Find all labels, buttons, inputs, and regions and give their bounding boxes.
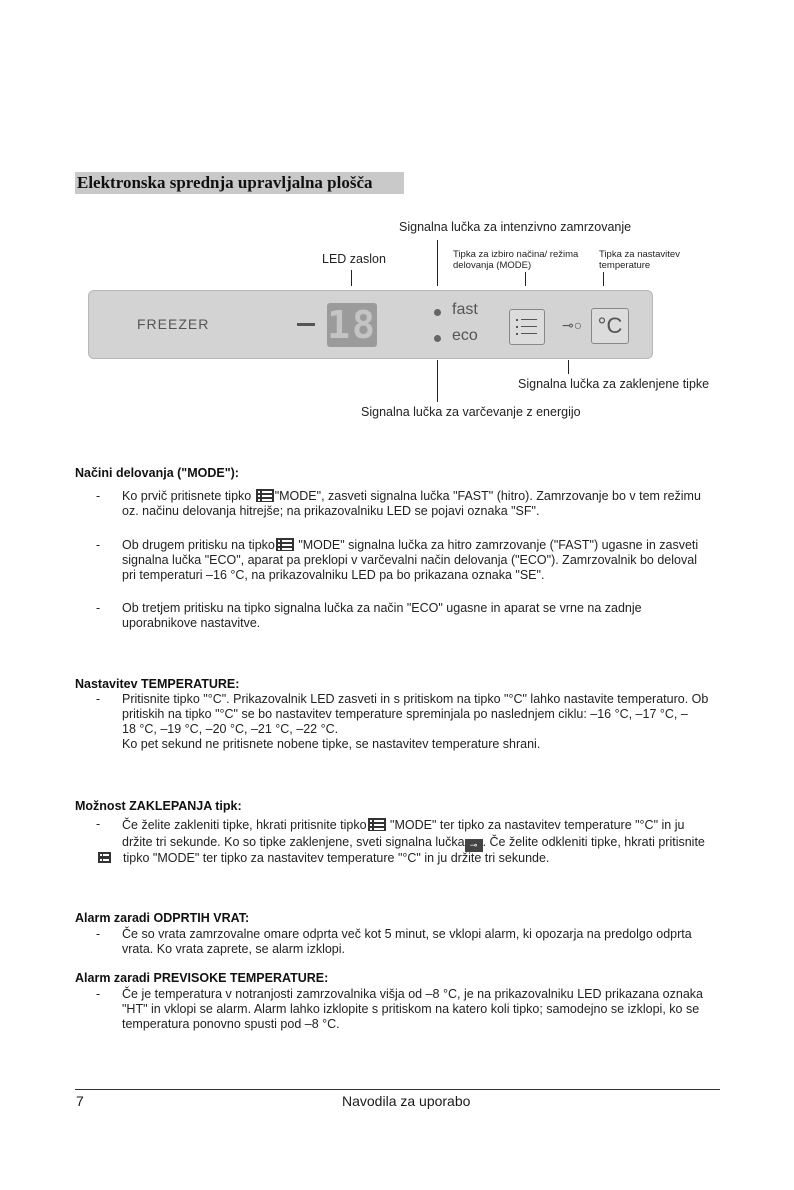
eco-label: eco xyxy=(452,327,478,344)
fast-label: fast xyxy=(452,301,478,318)
freezer-label: FREEZER xyxy=(137,316,210,332)
key-lock-icon: ⊸○ xyxy=(562,317,583,333)
section-heading: Elektronska sprednja upravljalna plošča xyxy=(75,172,404,194)
eco-indicator-dot xyxy=(434,335,441,342)
freezer-control-panel xyxy=(88,290,653,359)
led-display xyxy=(327,303,377,347)
leader-line xyxy=(351,270,352,286)
leader-line xyxy=(603,272,604,286)
mode-icon xyxy=(276,538,294,551)
callout-eco-light: Signalna lučka za varčevanje z energijo xyxy=(361,405,581,419)
leader-line xyxy=(437,240,438,286)
callout-fast-light: Signalna lučka za intenzivno zamrzovanje xyxy=(399,220,632,234)
leader-line xyxy=(437,360,438,402)
temperature-button[interactable]: °C xyxy=(591,308,629,344)
footer-title: Navodila za uporabo xyxy=(342,1093,471,1109)
manual-page: Elektronska sprednja upravljalna plošča Signalna lučka za intenzivno zamrzovanje LED zaslon Tipka za izbiro načina/ režima delovanja (MODE) Tipka za nastavitev temperature FREEZER 18 fast eco ⊸○ °C Signalna lučka za zaklenjene tipke Signalna lučka za varčevanje z energijo Načini delovanja ("MODE"): - Ko prvič pritisnete tipko "MODE", zasveti signalna lučka "FAST" (hitro). Zamrzovanje bo v tem režimu oz. načinu delovanja hitrejše; na prikazovalniku LED se pojavi oznaka "SF". - Ob drugem pritisku na tipko "MODE" signalna lučka za hitro zamrzovanje ("FAST") ugasne in zasveti signalna lučka "ECO", aparat pa preklopi v varčevalni način delovanja ("ECO"). Zamrzovalnik bo deloval pri temperaturi –16 °C, na prikazovalniku LED pa bo prikazana oznaka "SE". - Ob tretjem pritisku na tipko signalna lučka za način "ECO" ugasne in aparat se vrne na zadnje uporabnikove nastavitve. Nastavitev TEMPERATURE: - Pritisnite tipko "°C". Prikazovalnik LED zasveti in s pritiskom na tipko "°C" lahko nastavite temperaturo. Ob pritiskih na tipko "°C" se bo nastavitev temperature spreminjala po naslednjem ciklu: –16 °C, –17 °C, – 18 °C, –19 °C, –20 °C, –21 °C, –22 °C. Ko pet sekund ne pritisnete nobene tipke, se nastavitev temperature shrani. Možnost ZAKLEPANJA tipk: - Če želite zakleniti tipke, hkrati pritisnite tipko "MODE" ter tipko za nastavitev temperature "°C" in ju držite tri sekunde. Ko so tipke zaklenjene, sveti signalna lučka ⊸ . Če želite odkleniti tipke, hkrati pritisnite tipko "MODE" ter tipko za nastavitev temperature "°C" in ju držite tri sekunde. Alarm zaradi ODPRTIH VRAT: - Če so vrata zamrzovalne omare odprta več kot 5 minut, se vklopi alarm, ki opozarja na predolgo odprta vrata. Ko vrata zaprete, se alarm izklopi. Alarm zaradi PREVISOKE TEMPERATURE: - Če je temperatura v notranjosti zamrzovalnika višja od –8 °C, je na prikazovalniku LED prikazana oznaka "HT" in vklopi se alarm. Alarm lahko izklopite s pritiskom na katero koli tipko; samodejno se izklopi, ko se temperatura ponovno spusti pod –8 °C. 7 Navodila za uporabo xyxy=(0,0,794,1190)
leader-line xyxy=(568,360,569,374)
mode-icon xyxy=(368,818,386,831)
list-icon xyxy=(516,319,518,321)
footer-divider xyxy=(75,1089,720,1090)
callout-temp-button: Tipka za nastavitev temperature xyxy=(599,249,680,271)
fast-indicator-dot xyxy=(434,309,441,316)
mode-icon xyxy=(256,489,274,502)
callout-lock-light: Signalna lučka za zaklenjene tipke xyxy=(518,377,710,391)
control-panel-diagram xyxy=(0,200,794,430)
modes-title: Načini delovanja ("MODE"): xyxy=(75,466,239,480)
page-number: 7 xyxy=(76,1093,84,1109)
leader-line xyxy=(525,272,526,286)
high-temp-alarm-title: Alarm zaradi PREVISOKE TEMPERATURE: xyxy=(75,971,329,985)
lock-indicator-icon: ⊸ xyxy=(465,839,483,852)
mode-button[interactable] xyxy=(509,309,545,345)
temperature-title: Nastavitev TEMPERATURE: xyxy=(75,677,240,691)
key-lock-title: Možnost ZAKLEPANJA tipk: xyxy=(75,799,242,813)
bullet: - xyxy=(96,489,101,503)
callout-mode-button: Tipka za izbiro načina/ režima delovanja (MODE) xyxy=(453,249,579,271)
mode-icon xyxy=(98,852,111,863)
callout-led-display: LED zaslon xyxy=(322,252,386,266)
minus-segment xyxy=(297,323,315,326)
door-alarm-title: Alarm zaradi ODPRTIH VRAT: xyxy=(75,911,250,925)
led-digits: 18 xyxy=(327,303,377,347)
